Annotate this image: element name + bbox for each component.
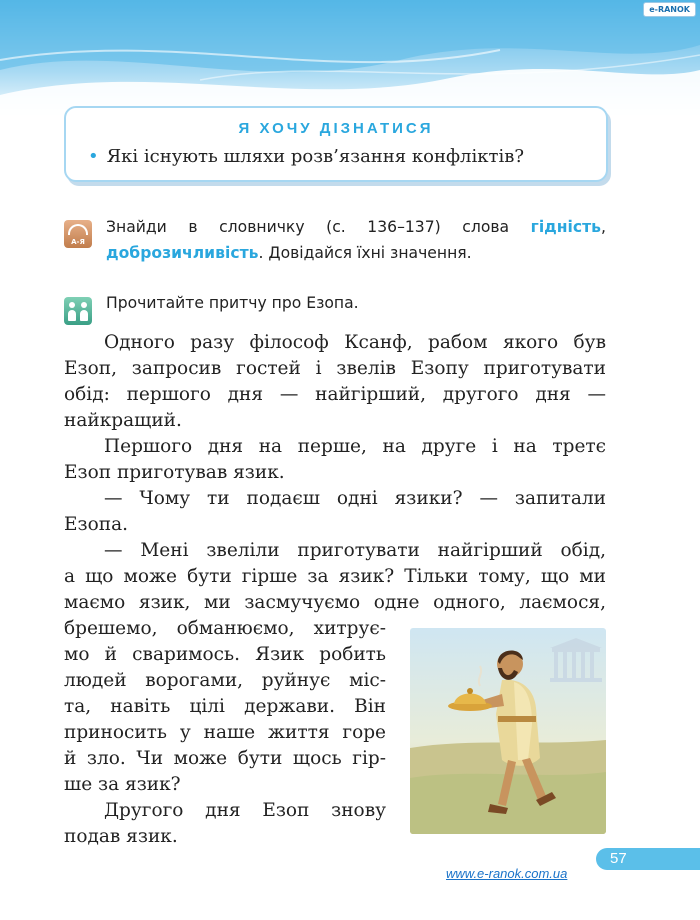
term-benevolence: доброзичливість [106,244,259,262]
story-line: людей ворогами, руйнує міс- [64,670,386,691]
want-to-know-question: • Які існують шляхи розв’язання конфліктів? [88,146,524,167]
story-line: мо й сваримось. Язик робить [64,644,386,665]
e-ranok-logo-icon: e-RANOK [649,5,690,14]
story-line: — Мені звеліли приготувати найгірший обід, [104,540,606,561]
story-line: найкращий. [64,410,182,431]
bullet-icon: • [88,146,99,167]
story-line: — Чому ти подаєш одні язики? — запитали [104,488,606,509]
want-to-know-title: Я ХОЧУ ДІЗНАТИСЯ [238,120,434,137]
dictionary-book-icon: А-Я [64,220,92,248]
want-to-know-box [64,106,608,182]
story-line: ше за язик? [64,774,181,795]
story-line: Другого дня Езоп знову [104,800,386,821]
story-line: маємо язик, ми засмучуємо одне одного, лаємося, [64,592,606,613]
story-line: Езопа. [64,514,128,535]
page-number: 57 [610,850,627,867]
story-line: й зло. Чи може бути щось гір- [64,748,386,769]
story-line: обід: першого дня — найгірший, другого дня — [64,384,606,405]
story-line: приносить у наше життя горе [64,722,386,743]
term-dignity: гідність [530,218,602,236]
story-line: Езоп, запросив гостей і звелів Езопу приготувати [64,358,606,379]
story-line: Першого дня на перше, на друге і на третє [104,436,606,457]
story-line: а що може бути гірше за язик? Тільки тому, що ми [64,566,606,587]
story-line: та, навіть цілі держави. Він [64,696,386,717]
website-link[interactable]: www.e-ranok.com.ua [446,866,568,881]
brand-logo [643,2,696,17]
reading-task-title: Прочитайте притчу про Езопа. [106,294,359,312]
story-line: подав язик. [64,826,178,847]
story-line: Одного разу філософ Ксанф, рабом якого був [104,332,606,353]
aesop-carrying-dish-illustration [410,628,606,834]
reading-children-icon [64,297,92,325]
header-wave-background [0,0,700,120]
story-line: брешемо, обманюємо, хитрує- [64,618,386,639]
story-line: Езоп приготував язик. [64,462,285,483]
dictionary-task-text: Знайди в словничку (с. 136–137) слова гідність, доброзичливість. Довідайся їхні значення. [106,218,606,262]
